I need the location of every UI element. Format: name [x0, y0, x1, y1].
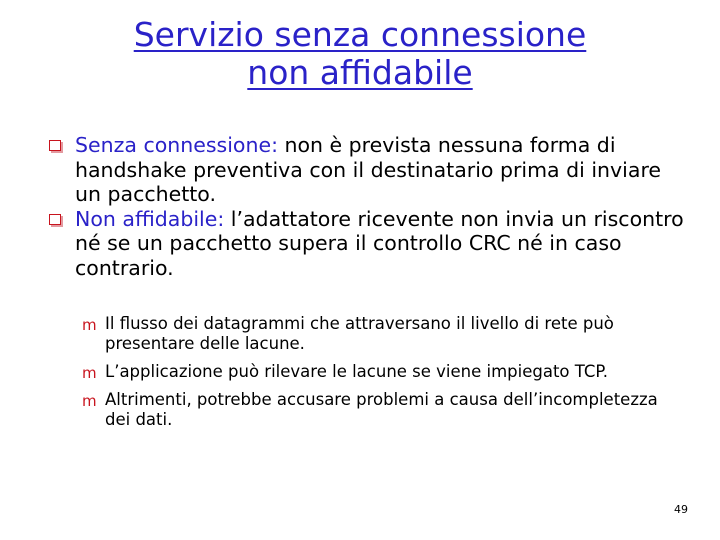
- bullet-lead: Non affidabile:: [75, 206, 225, 231]
- bullet-text: l’adattatore ricevente non invia un riscontro né se un pacchetto supera il controllo CRC né in caso contrario.: [75, 206, 684, 280]
- circle-bullet-icon: m: [82, 364, 97, 382]
- circle-bullet-icon: m: [82, 316, 97, 334]
- subbullet-text: Altrimenti, potrebbe accusare problemi a causa dell’incompletezza dei dati.: [105, 390, 658, 429]
- subbullet-text: Il flusso dei datagrammi che attraversano il livello di rete può presentare delle lacune.: [105, 314, 614, 353]
- page-number: 49: [674, 503, 688, 516]
- main-bullet-list: [48, 133, 688, 280]
- subbullet-item: [82, 390, 662, 430]
- bullet-lead: Senza connessione:: [75, 133, 278, 157]
- square-bullet-icon: [49, 140, 61, 151]
- square-bullet-icon: [49, 214, 61, 225]
- circle-bullet-icon: m: [82, 392, 97, 410]
- slide-title-line-1: Servizio senza connessione: [133, 15, 587, 54]
- bullet-item-senza-connessione: [48, 133, 688, 207]
- slide-title-line-2: non affidabile: [247, 53, 473, 92]
- subbullet-text: L’applicazione può rilevare le lacune se viene impiegato TCP.: [105, 362, 609, 381]
- bullet-text: non è prevista nessuna forma di handshake preventiva con il destinatario prima di inviare un pacchetto.: [75, 133, 662, 206]
- slide-title: [0, 16, 720, 92]
- bullet-item-non-affidabile: [48, 207, 688, 281]
- subbullet-item: [82, 314, 662, 354]
- sub-bullet-list: [82, 314, 662, 438]
- subbullet-item: [82, 362, 662, 382]
